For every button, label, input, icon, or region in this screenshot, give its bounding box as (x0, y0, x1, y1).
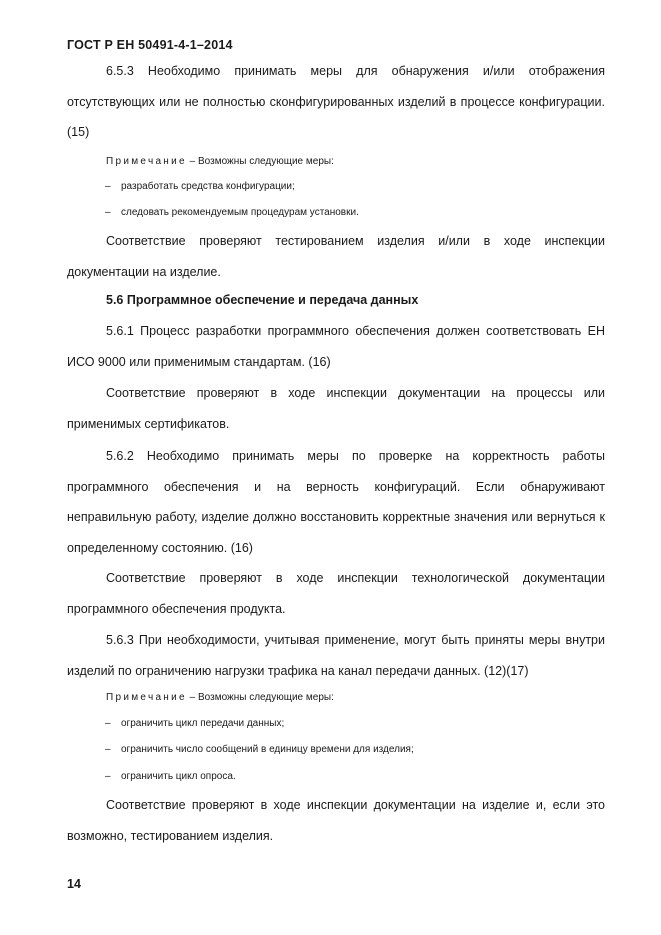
note-label: Примечание (106, 156, 187, 167)
clause-5-6-3: 5.6.3 При необходимости, учитывая применение, могут быть приняты меры внутри изделий по ограничению нагрузки трафика на канал передачи данных. (12)(17) (67, 633, 605, 678)
section-heading-5-6: 5.6 Программное обеспечение и передача данных (106, 293, 419, 307)
note-text: – Возможны следующие меры: (189, 156, 334, 167)
clause-6-5-3: 6.5.3 Необходимо принимать меры для обнаружения и/или отображения отсутствующих или не полностью сконфигурированных изделий в процессе конфигурации. (15) (67, 64, 605, 139)
note-text: – Возможны следующие меры: (189, 692, 334, 703)
list-item: – следовать рекомендуемым процедурам установки. (105, 207, 359, 218)
clause-5-6-2: 5.6.2 Необходимо принимать меры по проверке на корректность работы программного обеспечения и на верность конфигураций. Если обнаруживают неправильную работу, изделие должно восстановить корректные значения или вернуться к определенному состоянию. (16) (67, 449, 605, 555)
list-item: – ограничить число сообщений в единицу времени для изделия; (105, 744, 414, 755)
note-2 (106, 692, 334, 703)
compliance-2: Соответствие проверяют в ходе инспекции документации на процессы или применимых сертификатов. (67, 386, 605, 431)
list-item: – разработать средства конфигурации; (105, 181, 295, 192)
note-1 (106, 156, 334, 167)
list-item: – ограничить цикл опроса. (105, 771, 236, 782)
note-label: Примечание (106, 692, 187, 703)
clause-5-6-1: 5.6.1 Процесс разработки программного обеспечения должен соответствовать ЕН ИСО 9000 или применимым стандартам. (16) (67, 324, 605, 369)
compliance-3: Соответствие проверяют в ходе инспекции технологической документации программного обеспечения продукта. (67, 571, 605, 616)
compliance-4: Соответствие проверяют в ходе инспекции документации на изделие и, если это возможно, тестированием изделия. (67, 798, 605, 843)
document-header: ГОСТ Р ЕН 50491-4-1–2014 (67, 38, 233, 52)
compliance-1: Соответствие проверяют тестированием изделия и/или в ходе инспекции документации на изделие. (67, 234, 605, 279)
list-item: – ограничить цикл передачи данных; (105, 718, 285, 729)
page-number: 14 (67, 877, 81, 891)
